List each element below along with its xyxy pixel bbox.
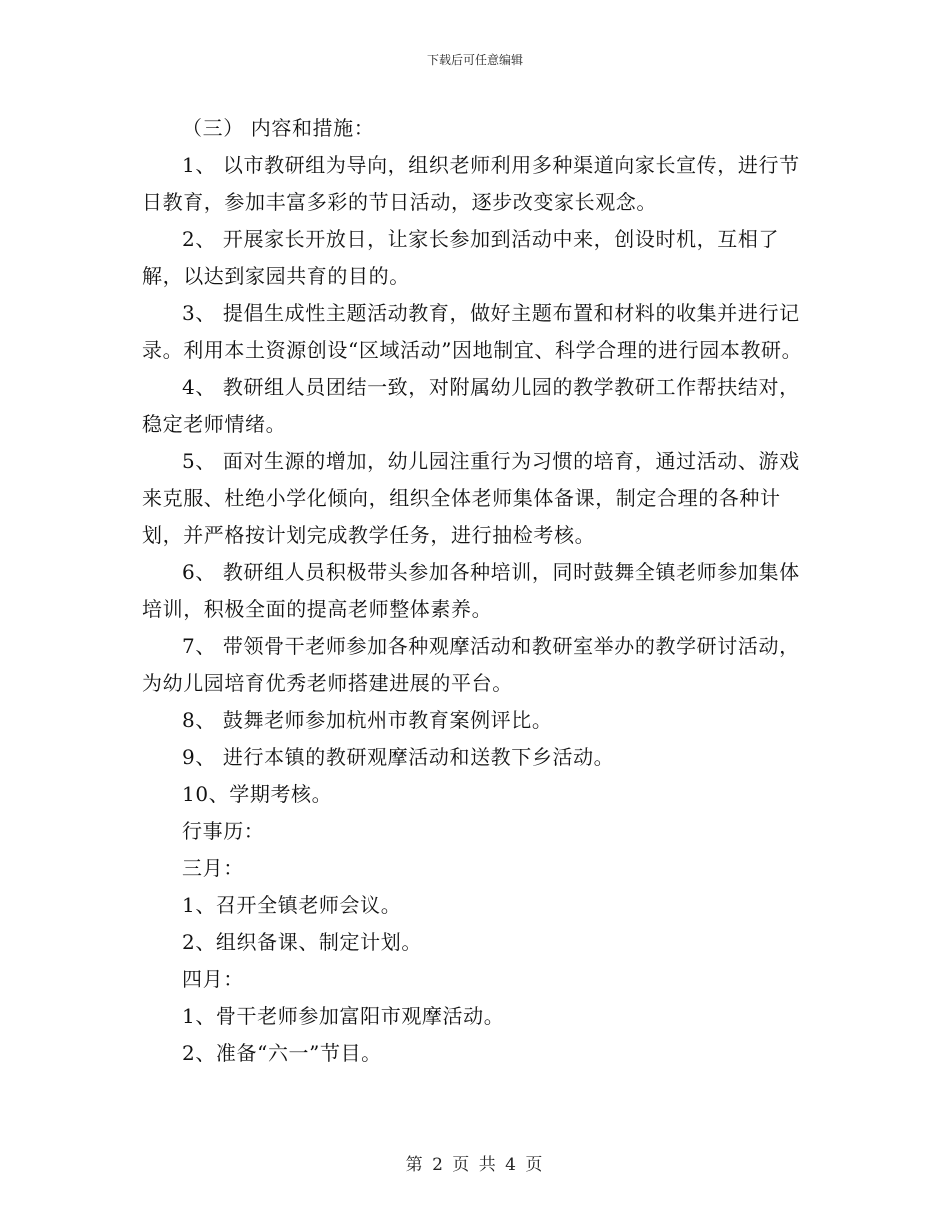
section-heading-content-measures: （三） 内容和措施： bbox=[182, 116, 375, 140]
measure-item-9: 9、 进行本镇的教研观摩活动和送教下乡活动。 bbox=[182, 745, 615, 769]
april-item-1: 1、骨干老师参加富阳市观摩活动。 bbox=[182, 1004, 505, 1028]
march-item-2: 2、组织备课、制定计划。 bbox=[182, 930, 422, 954]
page-header-note: 下载后可任意编辑 bbox=[426, 53, 523, 67]
month-heading-march: 三月： bbox=[182, 856, 244, 880]
measure-item-10: 10、学期考核。 bbox=[182, 782, 333, 806]
measure-item-4: 4、 教研组人员团结一致，对附属幼儿园的教学教研工作帮扶结对，稳定老师情绪。 bbox=[142, 375, 800, 436]
measure-item-8: 8、 鼓舞老师参加杭州市教育案例评比。 bbox=[182, 708, 553, 732]
month-heading-april: 四月： bbox=[182, 967, 244, 991]
march-item-1: 1、召开全镇老师会议。 bbox=[182, 893, 402, 917]
april-item-2: 2、准备“六一”节目。 bbox=[182, 1041, 382, 1065]
measure-item-2: 2、 开展家长开放日，让家长参加到活动中来，创设时机，互相了解，以达到家园共育的目的。 bbox=[142, 227, 780, 288]
measure-item-5: 5、 面对生源的增加，幼儿园注重行为习惯的培育，通过活动、游戏来克服、杜绝小学化倾向，组织全体老师集体备课，制定合理的各种计划，并严格按计划完成教学任务，进行抽检考核。 bbox=[142, 449, 800, 547]
measure-item-3: 3、 提倡生成性主题活动教育，做好主题布置和材料的收集并进行记录。利用本土资源创设“区域活动”因地制宜、科学合理的进行园本教研。 bbox=[142, 301, 803, 362]
schedule-heading: 行事历： bbox=[182, 819, 265, 843]
measure-item-7: 7、 带领骨干老师参加各种观摩活动和教研室举办的教学研讨活动，为幼儿园培育优秀老师搭建进展的平台。 bbox=[142, 634, 800, 695]
document-body bbox=[142, 110, 808, 1072]
measure-item-1: 1、 以市教研组为导向，组织老师利用多种渠道向家长宣传，进行节日教育，参加丰富多彩的节日活动，逐步改变家长观念。 bbox=[142, 153, 800, 214]
measure-item-6: 6、 教研组人员积极带头参加各种培训，同时鼓舞全镇老师参加集体培训，积极全面的提高老师整体素养。 bbox=[142, 560, 800, 621]
page-number-footer: 第 2 页 共 4 页 bbox=[405, 1155, 545, 1175]
